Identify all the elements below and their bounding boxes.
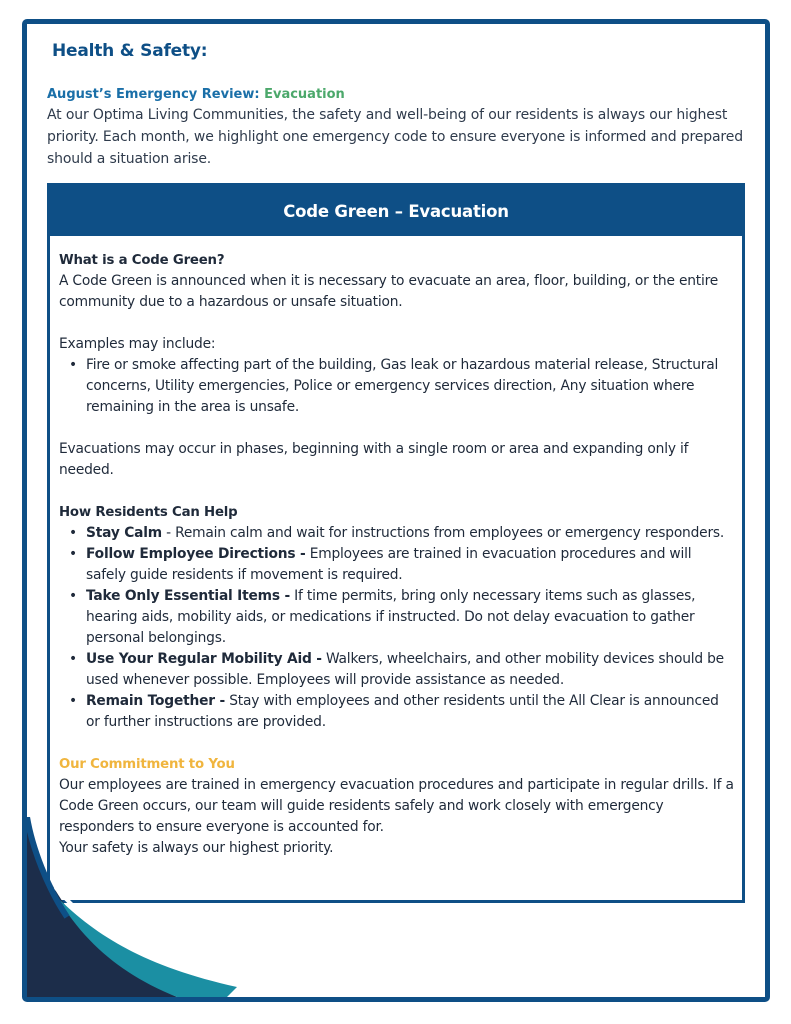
review-heading-prefix: August’s Emergency Review: <box>47 87 260 102</box>
what-heading: What is a Code Green? <box>59 253 225 268</box>
help-item-title: Follow Employee Directions - <box>86 546 306 562</box>
help-item-text: Employees are trained in evacuation procedures and will safely guide residents if movement is required. <box>86 546 692 583</box>
closing-text: Your safety is always our highest priority. <box>59 840 334 856</box>
help-item-text: Stay with employees and other residents until the All Clear is announced or further instructions are provided. <box>86 693 719 730</box>
help-item-title: Use Your Regular Mobility Aid - <box>86 651 322 667</box>
help-item-title: Stay Calm <box>86 525 162 541</box>
what-text: A Code Green is announced when it is necessary to evacuate an area, floor, building, or the entire community due to a hazardous or unsafe situation. <box>59 273 719 310</box>
code-green-body <box>50 236 742 859</box>
help-list <box>59 523 734 733</box>
list-item <box>86 691 734 733</box>
review-heading-highlight: Evacuation <box>264 87 345 102</box>
intro-text: At our Optima Living Communities, the safety and well-being of our residents is always our highest priority. Each month, we highlight one emergency code to ensure everyone is informed and prepared should a situation arise. <box>47 107 743 167</box>
phases-text: Evacuations may occur in phases, beginning with a single room or area and expanding only if needed. <box>59 441 689 478</box>
examples-list <box>59 355 734 418</box>
review-heading <box>47 85 747 104</box>
help-item-title: Remain Together - <box>86 693 226 709</box>
corner-wave-decoration <box>27 817 287 997</box>
list-item <box>86 586 734 649</box>
help-item-text: Walkers, wheelchairs, and other mobility devices should be used whenever possible. Employees will provide assistance as needed. <box>86 651 724 688</box>
page-frame <box>22 19 770 1002</box>
help-item-text: If time permits, bring only necessary items such as glasses, hearing aids, mobility aids, or medications if instructed. Do not delay evacuation to gather personal belongings. <box>86 588 696 646</box>
list-item <box>86 649 734 691</box>
code-green-box <box>47 183 745 903</box>
list-item: • Fire or smoke affecting part of the building, Gas leak or hazardous material release, Structural concerns, Utility emergencies, Police or emergency services direction, Any situation where remaining in the area is unsafe. <box>86 355 734 418</box>
help-heading: How Residents Can Help <box>59 505 238 520</box>
examples-intro: Examples may include: <box>59 336 216 352</box>
code-green-header: Code Green – Evacuation <box>50 186 742 236</box>
list-item <box>86 544 734 586</box>
commitment-heading: Our Commitment to You <box>59 757 235 772</box>
help-item-title: Take Only Essential Items - <box>86 588 290 604</box>
list-item <box>86 523 734 544</box>
intro-section <box>47 85 747 170</box>
commitment-text: Our employees are trained in emergency evacuation procedures and participate in regular drills. If a Code Green occurs, our team will guide residents safely and work closely with emergency responders to ensure everyone is accounted for. <box>59 777 734 835</box>
section-title: Health & Safety: <box>52 41 208 61</box>
help-item-text: - Remain calm and wait for instructions from employees or emergency responders. <box>161 525 725 541</box>
